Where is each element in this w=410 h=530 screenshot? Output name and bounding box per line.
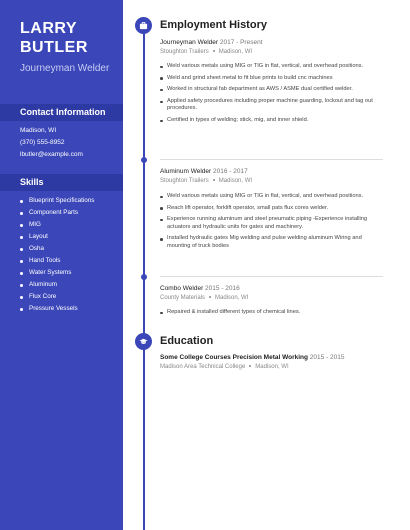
duty-item: Certified in types of welding; stick, mig, and inner shield.: [160, 117, 380, 125]
graduation-cap-icon: [135, 333, 152, 350]
education-dates: 2015 - 2015: [309, 354, 345, 361]
skill-item: Flux Core: [20, 291, 94, 303]
divider: [160, 159, 383, 160]
skill-item: Hand Tools: [20, 255, 94, 267]
last-name: BUTLER: [20, 39, 88, 56]
contact-phone[interactable]: (370) 555-8952: [20, 139, 65, 146]
duty-list: [160, 309, 380, 321]
duty-item: Weld and grind sheet metal to fit blue prints to build cnc machines: [160, 75, 380, 83]
skill-item: Water Systems: [20, 267, 94, 279]
timeline-dot: [141, 157, 147, 163]
job-location: Madison, WI: [218, 178, 253, 184]
job-company: County Materials: [160, 295, 206, 301]
duty-list: [160, 193, 380, 255]
employment-heading: Employment History: [160, 19, 267, 31]
skill-item: Layout: [20, 231, 94, 243]
contact-email[interactable]: lbutler@example.com: [20, 151, 83, 158]
duty-item: Experience running aluminum and steel pneumatic piping -Experience installing actuators and hydraulic units for gates and machinery.: [160, 216, 380, 231]
duty-list: [160, 63, 380, 129]
candidate-name: [20, 19, 88, 57]
job-title: Journeyman Welder: [160, 39, 219, 46]
job-company-line: [160, 48, 252, 56]
job-header: [160, 285, 240, 293]
separator-dot: [249, 365, 251, 367]
education-heading: Education: [160, 335, 214, 347]
job-title: Journeyman Welder: [20, 63, 110, 74]
skills-list: [20, 195, 94, 315]
education-school: Madison Area Technical College: [160, 364, 246, 370]
job-dates: 2015 - 2016: [205, 285, 240, 292]
duty-item: Weld various metals using MIG or TIG in flat, vertical, and overhead positions.: [160, 63, 380, 71]
separator-dot: [209, 296, 211, 298]
duty-item: Applied safety procedures including proper machine guarding, lockout and tag out procedures.: [160, 98, 380, 113]
job-company-line: [160, 177, 252, 185]
education-location: Madison, WI: [255, 364, 289, 370]
contact-heading: Contact Information: [0, 104, 123, 121]
job-dates: 2016 - 2017: [213, 168, 248, 175]
education-header: [160, 354, 345, 362]
contact-location: Madison, WI: [20, 127, 57, 134]
separator-dot: [213, 50, 215, 52]
skill-item: Blueprint Specifications: [20, 195, 94, 207]
sidebar: [0, 0, 123, 530]
job-dates: 2017 - Present: [219, 39, 263, 46]
briefcase-icon: [135, 17, 152, 34]
job-header: [160, 168, 248, 176]
briefcase-glyph: [139, 21, 148, 30]
timeline-dot: [141, 274, 147, 280]
graduation-cap-glyph: [139, 337, 148, 346]
job-company-line: [160, 294, 248, 302]
job-title: Aluminum Welder: [160, 168, 212, 175]
job-location: Madison, WI: [218, 49, 253, 55]
duty-item: Weld various metals using MIG or TIG in flat, vertical, and overhead positions.: [160, 193, 380, 201]
duty-item: Repaired & installed different types of chemical lines.: [160, 309, 380, 317]
job-company: Stoughton Trailers: [160, 178, 209, 184]
education-degree: Some College Courses Precision Metal Working: [160, 354, 308, 361]
skill-item: MIG: [20, 219, 94, 231]
job-company: Stoughton Trailers: [160, 49, 209, 55]
job-title: Combo Welder: [160, 285, 204, 292]
job-location: Madison, WI: [215, 295, 249, 301]
skill-item: Osha: [20, 243, 94, 255]
skill-item: Pressure Vessels: [20, 303, 94, 315]
duty-item: Installed hydraulic gates Mig welding and pulse welding aluminum Wiring and mounting of truck bodies: [160, 235, 380, 250]
skills-heading: Skills: [0, 174, 123, 191]
skill-item: Aluminum: [20, 279, 94, 291]
first-name: LARRY: [20, 20, 78, 37]
separator-dot: [213, 179, 215, 181]
duty-item: Reach lift operator, forklift operator, small pats flux cores welder.: [160, 205, 380, 213]
divider: [160, 276, 383, 277]
job-header: [160, 39, 263, 47]
education-school-line: [160, 363, 289, 371]
duty-item: Worked in structural fab department as AWS / ASME dual certified welder.: [160, 86, 380, 94]
skill-item: Component Parts: [20, 207, 94, 219]
